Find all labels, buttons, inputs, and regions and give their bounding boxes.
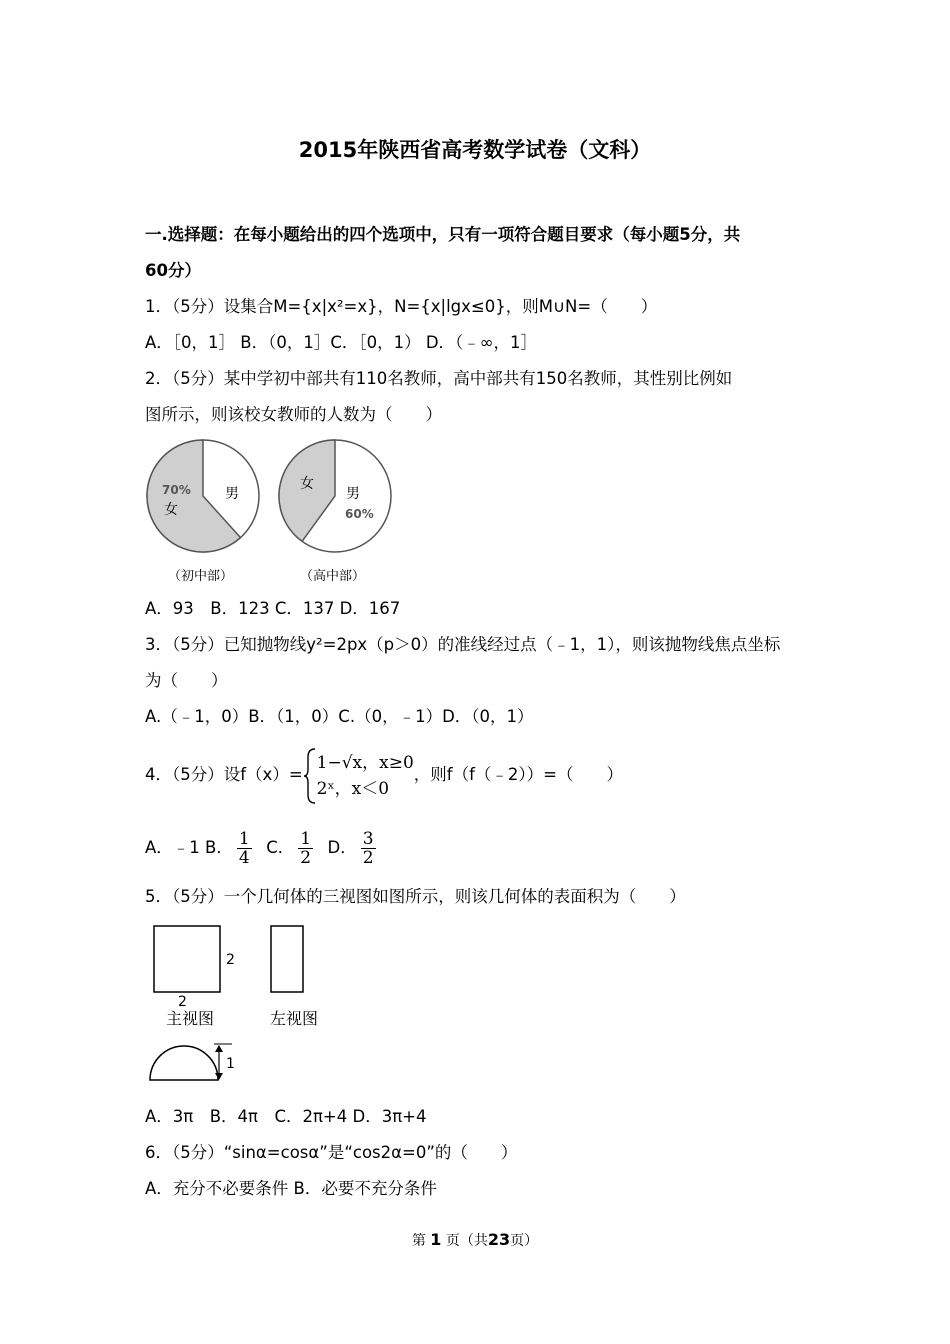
pie-junior-pct-label: 70% (162, 483, 191, 497)
section-heading: 一.选择题：在每小题给出的四个选项中，只有一项符合题目要求（每小题5分，共 (145, 225, 741, 244)
front-view-width-dim: 2 (178, 994, 187, 1010)
left-view-label: 左视图 (270, 1009, 319, 1028)
top-view-radius-dim: 1 (226, 1056, 235, 1072)
q3-stem-cont: 为（ ） (145, 671, 228, 690)
q6-stem: 6．（5分）“sinα=cosα”是“cos2α=0”的（ ） (145, 1143, 518, 1162)
q5-options: A．3π B．4π C．2π+4 D．3π+4 (145, 1107, 427, 1126)
pie-junior (147, 440, 259, 584)
q6-options: A．充分不必要条件 B．必要不充分条件 (145, 1179, 437, 1198)
q3-options: A.（﹣1，0）B．（1，0）C.（0，﹣1）D．（0，1） (145, 707, 534, 726)
front-view-label: 主视图 (166, 1009, 215, 1028)
three-views-figure (140, 918, 350, 1088)
pie-senior (279, 440, 391, 584)
total-pages: 23 (487, 1230, 511, 1249)
q1-options: A．［0，1］ B．（0，1］C．［0，1） D．（﹣∞，1］ (145, 333, 538, 352)
current-page: 1 (430, 1230, 442, 1249)
q4-opt-d: D． (327, 838, 357, 857)
q4-opt-c: C． (266, 838, 295, 857)
q4-frac-d: $\frac{3}{2}$ (362, 829, 374, 868)
page-footer: 第 1 页（共23页） (411, 1230, 539, 1249)
q4-stem (145, 745, 623, 805)
pie-junior-male-label: 男 (225, 486, 239, 502)
section-heading-cont: 60分） (145, 261, 201, 280)
q4-opt-a: A．﹣1 B． (145, 838, 233, 857)
left-view-rect (271, 926, 303, 992)
q4-case-1: 1−√x，x≥0 (316, 752, 414, 773)
q5-stem: 5．（5分）一个几何体的三视图如图所示，则该几何体的表面积为（ ） (145, 887, 686, 906)
left-brace-icon (303, 747, 317, 805)
q4-frac-c: $\frac{1}{2}$ (300, 829, 312, 868)
q2-stem: 2．（5分）某中学初中部共有110名教师，高中部共有150名教师，其性别比例如 (145, 369, 733, 388)
q2-stem-cont: 图所示，则该校女教师的人数为（ ） (145, 405, 442, 424)
gender-pie-charts (140, 436, 410, 586)
q4-options (145, 826, 380, 870)
q4-suffix: ，则f（f（﹣2））=（ ） (413, 765, 623, 784)
front-view-square (154, 926, 220, 992)
q3-stem: 3．（5分）已知抛物线y²=2px（p＞0）的准线经过点（﹣1，1），则该抛物线焦点坐标 (145, 635, 781, 654)
pie-senior-pct-label: 60% (345, 507, 374, 521)
q4-piecewise (303, 747, 414, 805)
q4-frac-b: $\frac{1}{4}$ (238, 829, 250, 868)
q1-stem: 1．（5分）设集合M={x|x²=x}，N={x|lgx≤0}，则M∪N=（ ） (145, 297, 658, 316)
q4-prefix: 4．（5分）设f（x）= (145, 765, 303, 784)
pie-junior-female-label: 女 (164, 502, 178, 518)
top-view-semicircle (150, 1046, 218, 1080)
pie-senior-caption: （高中部） (300, 569, 366, 584)
front-view-height-dim: 2 (226, 952, 235, 968)
pie-senior-male-label: 男 (346, 486, 360, 502)
q2-options: A．93 B．123 C．137 D．167 (145, 599, 401, 618)
q4-case-2: 2ˣ，x＜0 (316, 778, 390, 799)
pie-senior-female-label: 女 (300, 476, 314, 492)
pie-junior-caption: （初中部） (168, 569, 234, 584)
page-title: 2015年陕西省高考数学试卷（文科） (298, 138, 652, 162)
